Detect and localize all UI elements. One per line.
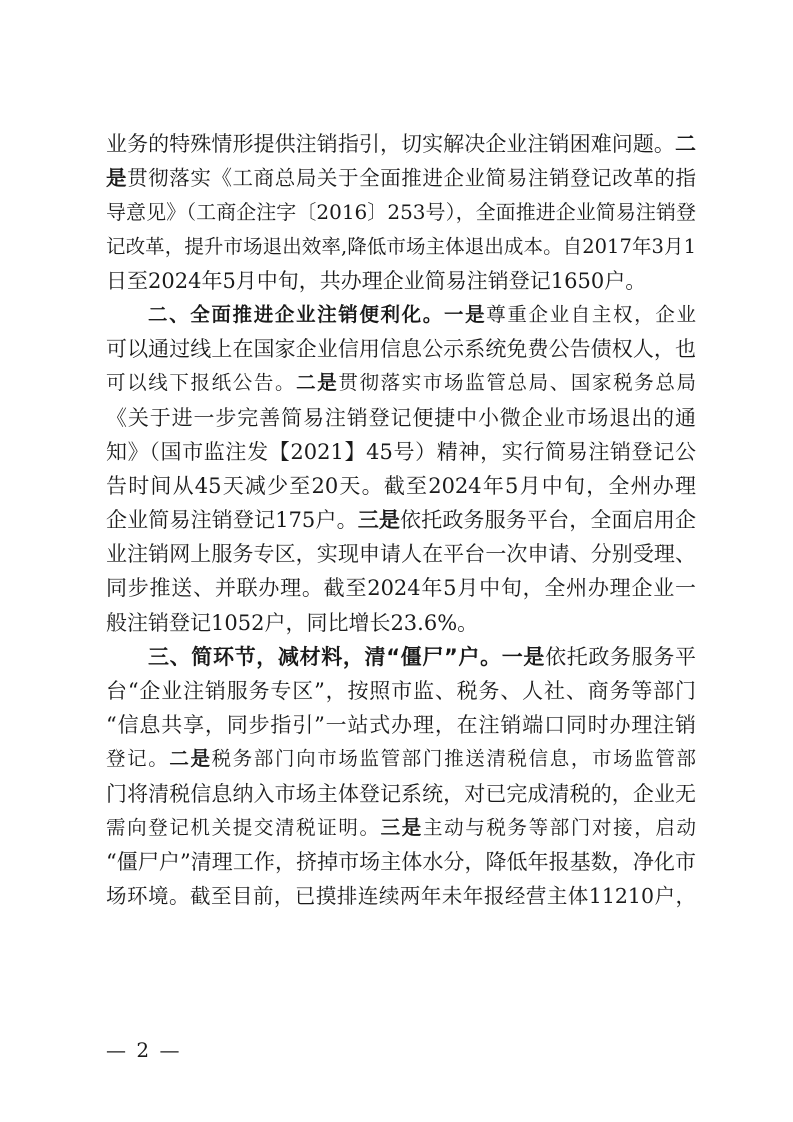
text-line-14: 同步推送、并联办理。截至2024年5月中旬，全州办理企业一 [106, 576, 696, 601]
text-line-22: “僵尸户”清理工作，挤掉市场主体水分，降低年报基数，净化市 [106, 849, 696, 874]
text-line-3: 导意见》（工商企注字〔2016〕253号），全面推进企业简易注销登 [106, 200, 696, 225]
text-line-17: 台“企业注销服务专区”，按照市监、税务、人社、商务等部门 [106, 679, 696, 703]
bold-phrase: 是 [106, 166, 128, 191]
section-heading-3: 三、简环节，减材料，清“僵尸”户。 [148, 644, 502, 669]
bold-phrase: 二是 [296, 371, 339, 395]
text-line-21: 需向登记机关提交清税证明。三是主动与税务等部门对接，启动 [106, 815, 696, 839]
bold-phrase: 三是 [380, 815, 423, 839]
section-heading-2: 二、全面推进企业注销便利化。 [148, 302, 444, 326]
bold-phrase: 一是 [501, 644, 546, 669]
bold-phrase: 二是 [169, 747, 212, 771]
bold-phrase: 三是 [357, 508, 401, 533]
text-line-12: 企业简易注销登记175户。三是依托政务服务平台，全面启用企 [106, 508, 696, 533]
text-line-6: 二、全面推进企业注销便利化。一是尊重企业自主权，企业 [148, 302, 696, 326]
document-body [106, 127, 696, 913]
text-line-15: 般注销登记1052户，同比增长23.6%。 [106, 610, 479, 635]
text-line-16: 三、简环节，减材料，清“僵尸”户。一是依托政务服务平 [148, 644, 696, 669]
text-line-1: 业务的特殊情形提供注销指引，切实解决企业注销困难问题。二 [106, 132, 696, 156]
text-line-4: 记改革，提升市场退出效率,降低市场主体退出成本。自2017年3月1 [106, 234, 696, 258]
text-line-10: 知》（国市监注发【2021】45号）精神，实行简易注销登记公 [106, 439, 696, 464]
text-line-20: 门将清税信息纳入市场主体登记系统，对已完成清税的，企业无 [106, 781, 696, 806]
text-line-9: 《关于进一步完善简易注销登记便捷中小微企业市场退出的通 [106, 405, 696, 430]
text-line-11: 告时间从45天减少至20天。截至2024年5月中旬，全州办理 [106, 473, 696, 498]
text-line-7: 可以通过线上在国家企业信用信息公示系统免费公告债权人，也 [106, 337, 696, 362]
text-line-2: 是贯彻落实《工商总局关于全面推进企业简易注销登记改革的指 [106, 166, 696, 191]
text-line-19: 登记。二是税务部门向市场监管部门推送清税信息，市场监管部 [106, 747, 696, 771]
page-number: — 2 — [106, 1038, 182, 1062]
bold-phrase: 一是 [443, 302, 487, 326]
text-line-5: 日至2024年5月中旬，共办理企业简易注销登记1650户。 [106, 268, 647, 293]
text-line-13: 业注销网上服务专区，实现申请人在平台一次申请、分别受理、 [106, 542, 696, 567]
text-line-23: 场环境。截至目前，已摸排连续两年未年报经营主体11210户， [106, 884, 696, 909]
text-line-18: “信息共享，同步指引”一站式办理，在注销端口同时办理注销 [106, 713, 696, 738]
bold-phrase: 二 [675, 132, 696, 156]
text-line-8: 可以线下报纸公告。二是贯彻落实市场监管总局、国家税务总局 [106, 371, 696, 395]
